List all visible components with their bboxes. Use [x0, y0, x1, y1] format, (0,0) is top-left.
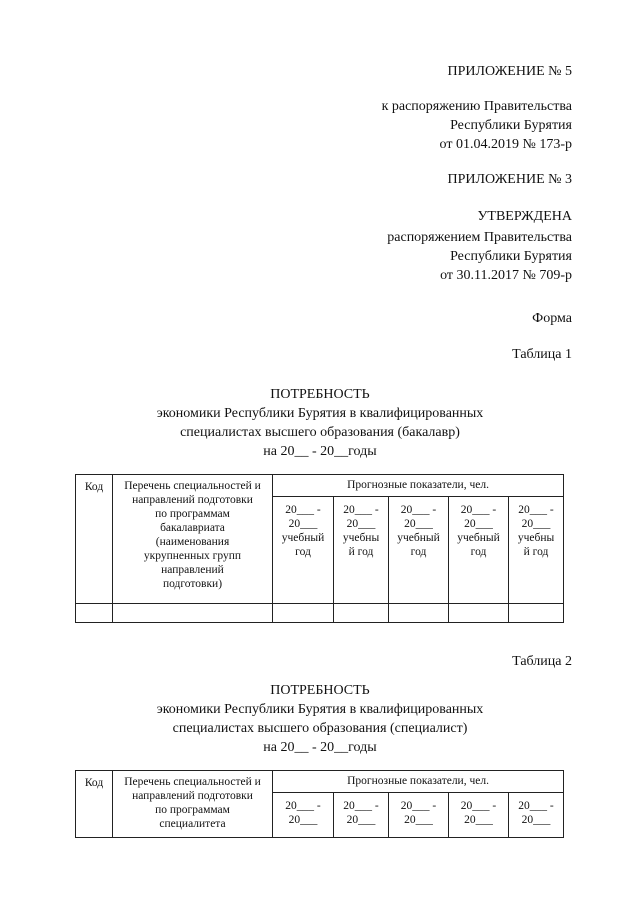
- table1-year-col: 20___ - 20___ учебный год: [449, 497, 509, 604]
- table1-header-list-line: направлений: [161, 564, 224, 576]
- table1-header-list-line: укрупненных групп: [143, 550, 242, 562]
- table1-empty-cell: [389, 604, 449, 623]
- table2-header-forecast: Прогнозные показатели, чел.: [273, 771, 564, 793]
- table1-empty-cell: [334, 604, 389, 623]
- table1-header-list-line: Перечень специальностей и: [124, 480, 261, 492]
- table1-empty-cell: [509, 604, 564, 623]
- table2-year-col: 20___ - 20___: [509, 793, 564, 838]
- table1-empty-cell: [113, 604, 273, 623]
- table2-subtitle-line2: специалистах высшего образования (специалист): [172, 721, 468, 736]
- appendix-3-heading: ПРИЛОЖЕНИЕ № 3: [447, 172, 572, 187]
- table2-header-list-line: по программам: [155, 804, 230, 816]
- table2-header-list: [113, 771, 273, 838]
- approved-heading: УТВЕРЖДЕНА: [477, 209, 572, 224]
- table1-year-col: 20___ - 20___ учебны й год: [509, 497, 564, 604]
- form-label: Форма: [532, 311, 572, 326]
- table2-subtitle-line1: экономики Республики Бурятия в квалифицированных: [156, 702, 484, 717]
- table1: [75, 474, 564, 623]
- table1-header-code: Код: [76, 475, 113, 604]
- appendix-5-heading: ПРИЛОЖЕНИЕ № 5: [447, 64, 572, 79]
- table1-header-list-line: бакалавриата: [160, 522, 225, 534]
- table2-year-col: 20___ - 20___: [273, 793, 334, 838]
- order-reference-line1: к распоряжению Правительства: [381, 99, 572, 114]
- table1-year-col: 20___ - 20___ учебный год: [273, 497, 334, 604]
- table2-year-col: 20___ - 20___: [449, 793, 509, 838]
- table2-header-list-line: специалитета: [159, 818, 226, 830]
- table1-header-list-line: подготовки): [162, 578, 223, 590]
- table2-year-col: 20___ - 20___: [334, 793, 389, 838]
- order-reference-line2: Республики Бурятия: [450, 118, 572, 133]
- table2-header-list-line: Перечень специальностей и: [124, 776, 261, 788]
- table1-year-col: 20___ - 20___ учебный год: [389, 497, 449, 604]
- order-reference-line3: от 01.04.2019 № 173-р: [439, 137, 572, 152]
- table1-header-list-line: по программам: [155, 508, 230, 520]
- table1-subtitle-line3: на 20__ - 20__годы: [263, 444, 377, 459]
- table1-subtitle-line2: специалистах высшего образования (бакалавр): [180, 425, 460, 440]
- table1-empty-cell: [273, 604, 334, 623]
- table1-header-forecast: Прогнозные показатели, чел.: [273, 475, 564, 497]
- approved-line1: распоряжением Правительства: [387, 230, 572, 245]
- table1-header-list-line: направлений подготовки: [132, 494, 253, 506]
- approved-line3: от 30.11.2017 № 709-р: [440, 268, 572, 283]
- table1-empty-cell: [76, 604, 113, 623]
- table2-year-col: 20___ - 20___: [389, 793, 449, 838]
- table2-subtitle-line3: на 20__ - 20__годы: [263, 740, 377, 755]
- table1-header-list-line: (наименования: [155, 536, 230, 548]
- table1-title: ПОТРЕБНОСТЬ: [270, 387, 370, 402]
- table1-label: Таблица 1: [512, 347, 572, 362]
- table1-header-list: [113, 475, 273, 604]
- table2-title: ПОТРЕБНОСТЬ: [270, 683, 370, 698]
- table1-empty-cell: [449, 604, 509, 623]
- table1-subtitle-line1: экономики Республики Бурятия в квалифицированных: [156, 406, 484, 421]
- table2-header-list-line: направлений подготовки: [132, 790, 253, 802]
- approved-line2: Республики Бурятия: [450, 249, 572, 264]
- table2: [75, 770, 564, 838]
- table2-header-code: Код: [76, 771, 113, 838]
- table1-year-col: 20___ - 20___ учебны й год: [334, 497, 389, 604]
- table2-label: Таблица 2: [512, 654, 572, 669]
